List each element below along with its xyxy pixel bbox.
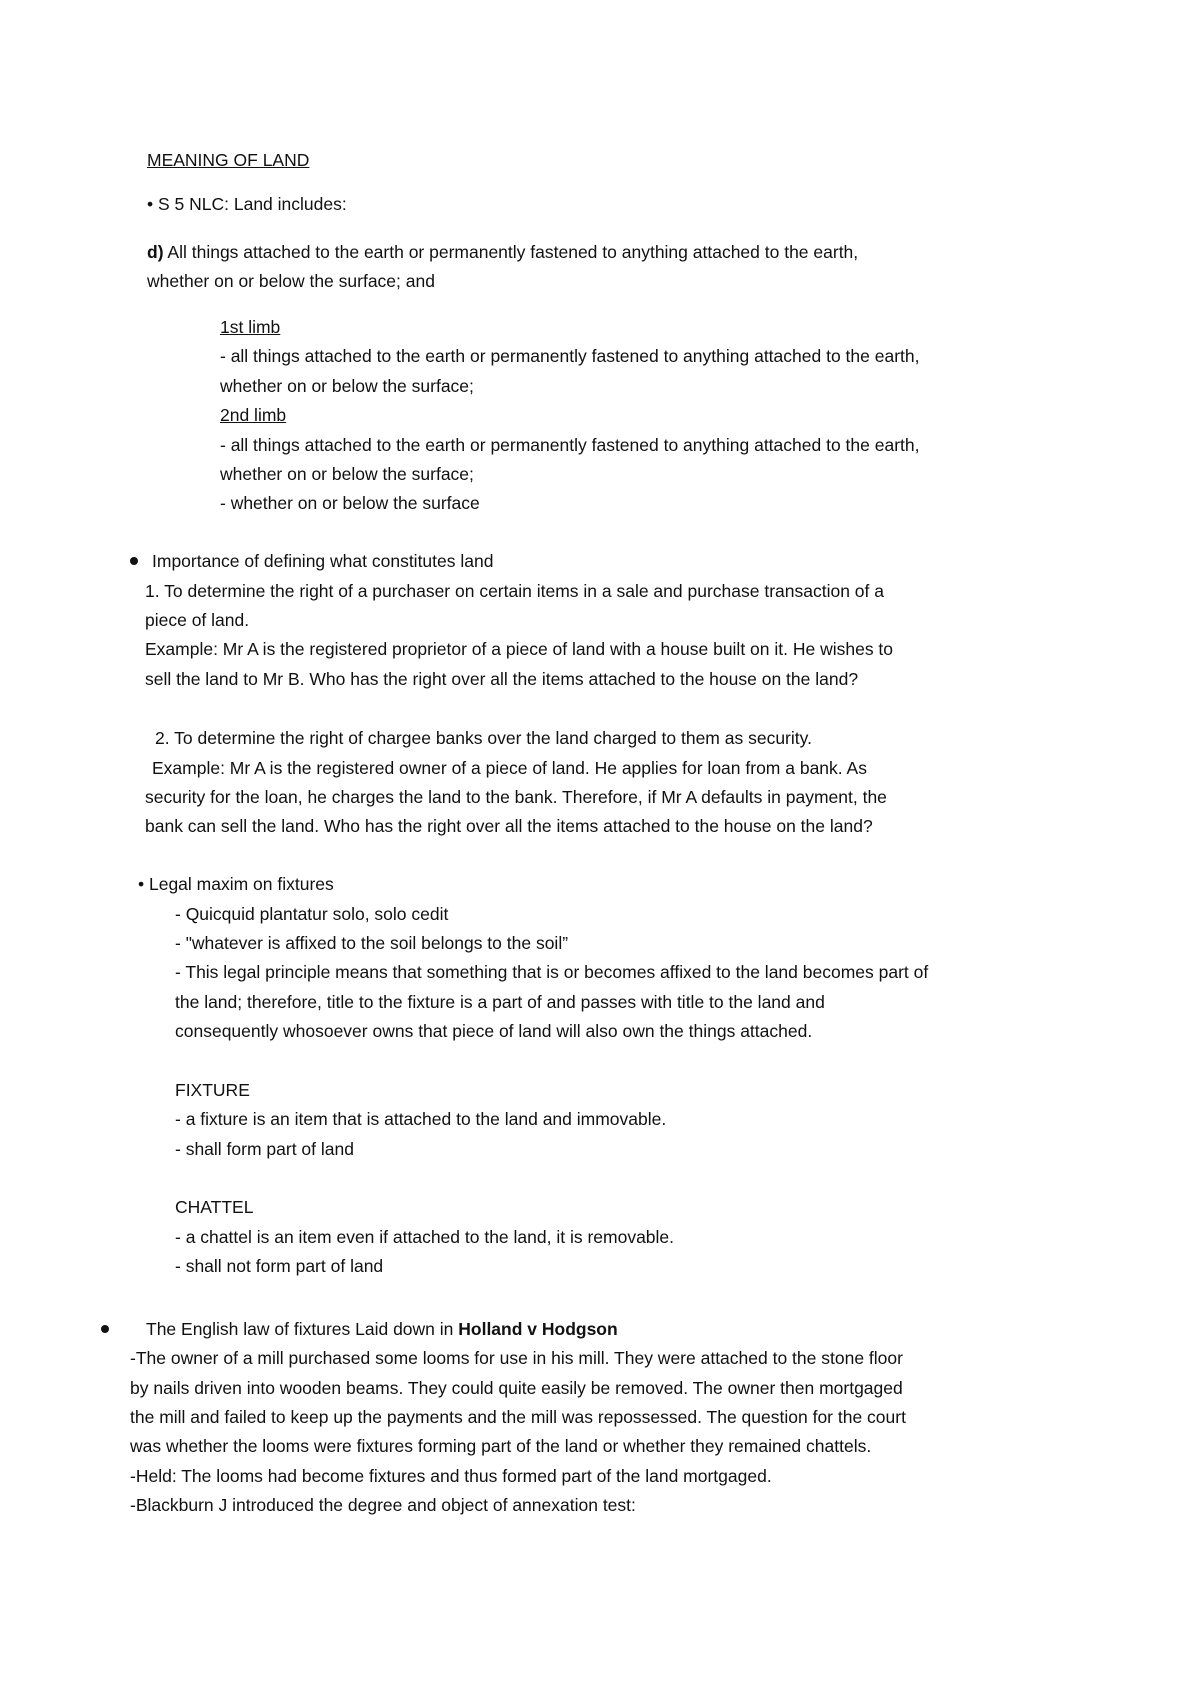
limb2-line: whether on or below the surface; <box>220 464 474 484</box>
limb1-line: whether on or below the surface; <box>220 376 474 396</box>
importance-line: Example: Mr A is the registered proprietor of a piece of land with a house built on it. He wishes to <box>145 639 894 659</box>
english-law-line: -The owner of a mill purchased some looms for use in his mill. They were attached to the stone floor <box>130 1348 903 1368</box>
limb2-heading: 2nd limb <box>220 405 287 425</box>
fixture-line: - a fixture is an item that is attached to the land and immovable. <box>175 1109 667 1129</box>
maxim-line: - Quicquid plantatur solo, solo cedit <box>175 904 449 924</box>
importance-heading: Importance of defining what constitutes land <box>152 551 494 571</box>
english-law-heading-text: The English law of fixtures Laid down in <box>146 1319 459 1339</box>
bullet-icon <box>101 1325 109 1333</box>
bullet-icon <box>130 557 138 565</box>
importance-line: security for the loan, he charges the land to the bank. Therefore, if Mr A defaults in payment, the <box>145 787 887 807</box>
chattel-line: - a chattel is an item even if attached to the land, it is removable. <box>175 1227 675 1247</box>
english-law-line: the mill and failed to keep up the payments and the mill was repossessed. The question for the court <box>130 1407 906 1427</box>
clause-d-line <box>147 244 858 262</box>
page-title: MEANING OF LAND <box>147 150 310 170</box>
limb1-heading: 1st limb <box>220 317 281 337</box>
case-name: Holland v Hodgson <box>458 1319 618 1339</box>
english-law-heading <box>146 1321 618 1339</box>
limb2-line: - all things attached to the earth or permanently fastened to anything attached to the earth, <box>220 435 920 455</box>
importance-line: bank can sell the land. Who has the right over all the items attached to the house on the land? <box>145 816 873 836</box>
importance-line: 1. To determine the right of a purchaser on certain items in a sale and purchase transaction of a <box>145 581 884 601</box>
importance-line: 2. To determine the right of chargee banks over the land charged to them as security. <box>155 728 812 748</box>
clause-d-line2: whether on or below the surface; and <box>147 271 435 291</box>
clause-d-text: All things attached to the earth or permanently fastened to anything attached to the earth, <box>163 242 859 262</box>
importance-line: sell the land to Mr B. Who has the right over all the items attached to the house on the land? <box>145 669 859 689</box>
maxim-line: the land; therefore, title to the fixture is a part of and passes with title to the land and <box>175 992 825 1012</box>
english-law-line: -Held: The looms had become fixtures and thus formed part of the land mortgaged. <box>130 1466 772 1486</box>
chattel-line: - shall not form part of land <box>175 1256 384 1276</box>
importance-line: piece of land. <box>145 610 250 630</box>
maxim-line: consequently whosoever owns that piece of land will also own the things attached. <box>175 1021 813 1041</box>
english-law-line: was whether the looms were fixtures forming part of the land or whether they remained chattels. <box>130 1436 872 1456</box>
english-law-line: by nails driven into wooden beams. They could quite easily be removed. The owner then mortgaged <box>130 1378 903 1398</box>
clause-d-label: d) <box>147 242 164 262</box>
chattel-heading: CHATTEL <box>175 1197 254 1217</box>
importance-line: Example: Mr A is the registered owner of a piece of land. He applies for loan from a bank. As <box>152 758 867 778</box>
limb2-line: - whether on or below the surface <box>220 493 480 513</box>
fixture-line: - shall form part of land <box>175 1139 354 1159</box>
fixture-heading: FIXTURE <box>175 1080 250 1100</box>
limb1-line: - all things attached to the earth or permanently fastened to anything attached to the earth, <box>220 346 920 366</box>
maxim-bullet: • Legal maxim on fixtures <box>138 874 334 894</box>
english-law-line: -Blackburn J introduced the degree and object of annexation test: <box>130 1495 636 1515</box>
s5-bullet: • S 5 NLC: Land includes: <box>147 194 347 214</box>
maxim-line: - "whatever is affixed to the soil belongs to the soil” <box>175 933 569 953</box>
maxim-line: - This legal principle means that something that is or becomes affixed to the land becomes part of <box>175 962 929 982</box>
